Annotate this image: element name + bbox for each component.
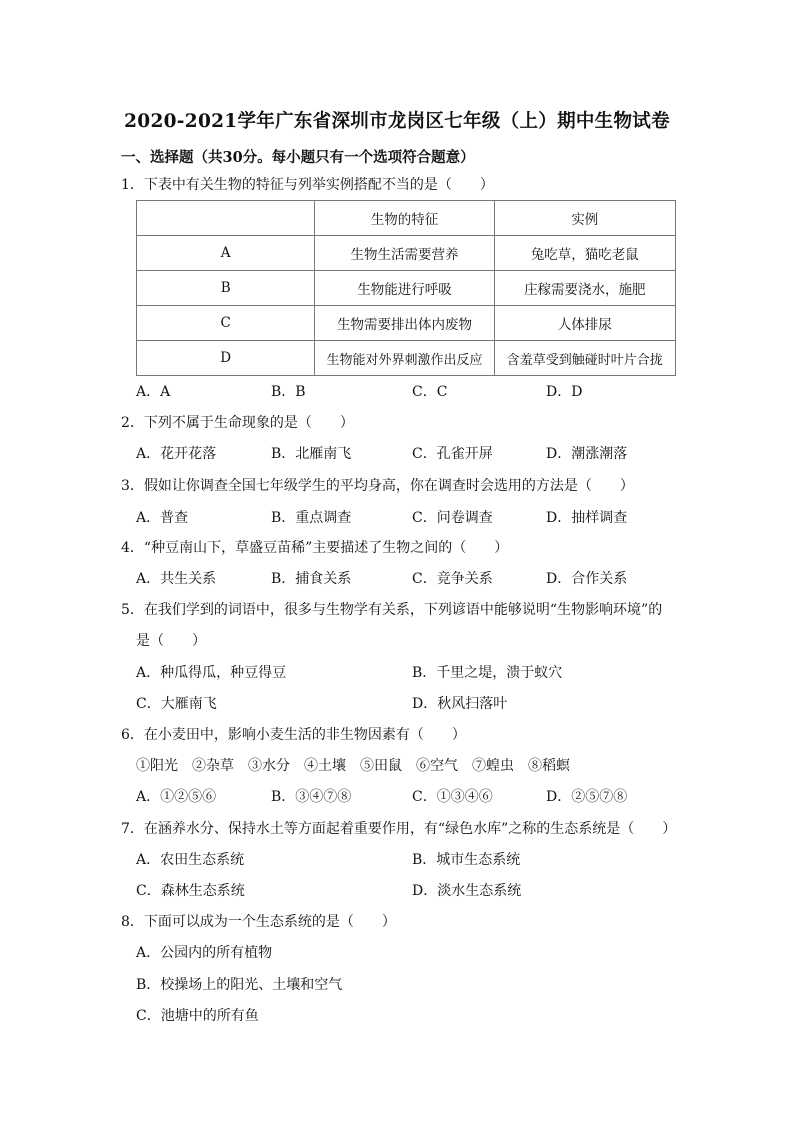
- option-d[interactable]: D．抽样调查: [546, 510, 628, 526]
- question-4-stem: 4．“种豆南山下，草盛豆苗稀”主要描述了生物之间的（ ）: [121, 540, 509, 556]
- question-6-stem: 6．在小麦田中，影响小麦生活的非生物因素有（ ）: [121, 727, 466, 743]
- option-b[interactable]: B．北雁南飞: [271, 446, 352, 462]
- table-row: [137, 236, 676, 271]
- table-cell: 含羞草受到触碰时叶片合拢: [494, 341, 675, 376]
- question-1-stem: 1．下表中有关生物的特征与列举实例搭配不当的是（ ）: [121, 177, 494, 193]
- option-b[interactable]: B．重点调查: [271, 510, 352, 526]
- question-6-items: ①阳光 ②杂草 ③水分 ④土壤 ⑤田鼠 ⑥空气 ⑦蝗虫 ⑧稻螟: [136, 758, 570, 774]
- option-a[interactable]: A．种瓜得瓜，种豆得豆: [136, 665, 287, 681]
- option-c[interactable]: C．池塘中的所有鱼: [136, 1008, 259, 1024]
- option-c[interactable]: C．问卷调查: [412, 510, 493, 526]
- table-row: [137, 306, 676, 341]
- table-row: [137, 271, 676, 306]
- table-cell: 庄稼需要浇水，施肥: [494, 271, 675, 306]
- question-7-stem: 7．在涵养水分、保持水土等方面起着重要作用，有“绿色水库”之称的生态系统是（ ）: [121, 821, 677, 837]
- option-a[interactable]: A．A: [136, 384, 171, 400]
- option-b[interactable]: B．B: [271, 384, 306, 400]
- page-title: 2020-2021学年广东省深圳市龙岗区七年级（上）期中生物试卷: [124, 111, 670, 132]
- option-c[interactable]: C．森林生态系统: [136, 883, 245, 899]
- table-header-cell: 实例: [494, 201, 675, 236]
- question-5-stem: 5．在我们学到的词语中，很多与生物学有关系，下列谚语中能够说明“生物影响环境”的: [121, 602, 663, 618]
- option-c[interactable]: C．竞争关系: [412, 571, 493, 587]
- table-header-cell: 生物的特征: [315, 201, 494, 236]
- table-cell: D: [137, 341, 315, 376]
- table-cell: 生物需要排出体内废物: [315, 306, 494, 341]
- question-1-table: [136, 200, 676, 376]
- table-cell: A: [137, 236, 315, 271]
- table-header-row: [137, 201, 676, 236]
- option-d[interactable]: D．潮涨潮落: [546, 446, 628, 462]
- table-cell: 生物能进行呼吸: [315, 271, 494, 306]
- option-a[interactable]: A．农田生态系统: [136, 852, 245, 868]
- table-row: [137, 341, 676, 376]
- option-b[interactable]: B．千里之堤，溃于蚁穴: [412, 665, 563, 681]
- option-c[interactable]: C．①③④⑥: [412, 789, 493, 805]
- option-c[interactable]: C．孔雀开屏: [412, 446, 493, 462]
- question-3-stem: 3．假如让你调查全国七年级学生的平均身高，你在调查时会选用的方法是（ ）: [121, 478, 634, 494]
- option-b[interactable]: B．城市生态系统: [412, 852, 521, 868]
- table-cell: 生物能对外界刺激作出反应: [315, 341, 494, 376]
- table-cell: C: [137, 306, 315, 341]
- table-cell: 人体排尿: [494, 306, 675, 341]
- question-2-stem: 2．下列不属于生命现象的是（ ）: [121, 415, 354, 431]
- table-cell: 兔吃草，猫吃老鼠: [494, 236, 675, 271]
- question-5-stem-continued: 是（ ）: [136, 633, 206, 649]
- section-header: 一、选择题（共30分。每小题只有一个选项符合题意）: [121, 149, 475, 166]
- table-header-cell: [137, 201, 315, 236]
- option-c[interactable]: C．大雁南飞: [136, 696, 217, 712]
- option-d[interactable]: D．淡水生态系统: [412, 883, 522, 899]
- option-a[interactable]: A．共生关系: [136, 571, 217, 587]
- question-8-stem: 8．下面可以成为一个生态系统的是（ ）: [121, 914, 396, 930]
- option-c[interactable]: C．C: [412, 384, 448, 400]
- option-b[interactable]: B．捕食关系: [271, 571, 352, 587]
- table-cell: 生物生活需要营养: [315, 236, 494, 271]
- option-d[interactable]: D．秋风扫落叶: [412, 696, 508, 712]
- option-d[interactable]: D．D: [546, 384, 583, 400]
- option-a[interactable]: A．①②⑤⑥: [136, 789, 217, 805]
- option-b[interactable]: B．③④⑦⑧: [271, 789, 352, 805]
- table-cell: B: [137, 271, 315, 306]
- option-b[interactable]: B．校操场上的阳光、土壤和空气: [136, 977, 343, 993]
- option-d[interactable]: D．合作关系: [546, 571, 628, 587]
- option-a[interactable]: A．普查: [136, 510, 189, 526]
- option-a[interactable]: A．公园内的所有植物: [136, 945, 273, 961]
- option-d[interactable]: D．②⑤⑦⑧: [546, 789, 628, 805]
- option-a[interactable]: A．花开花落: [136, 446, 217, 462]
